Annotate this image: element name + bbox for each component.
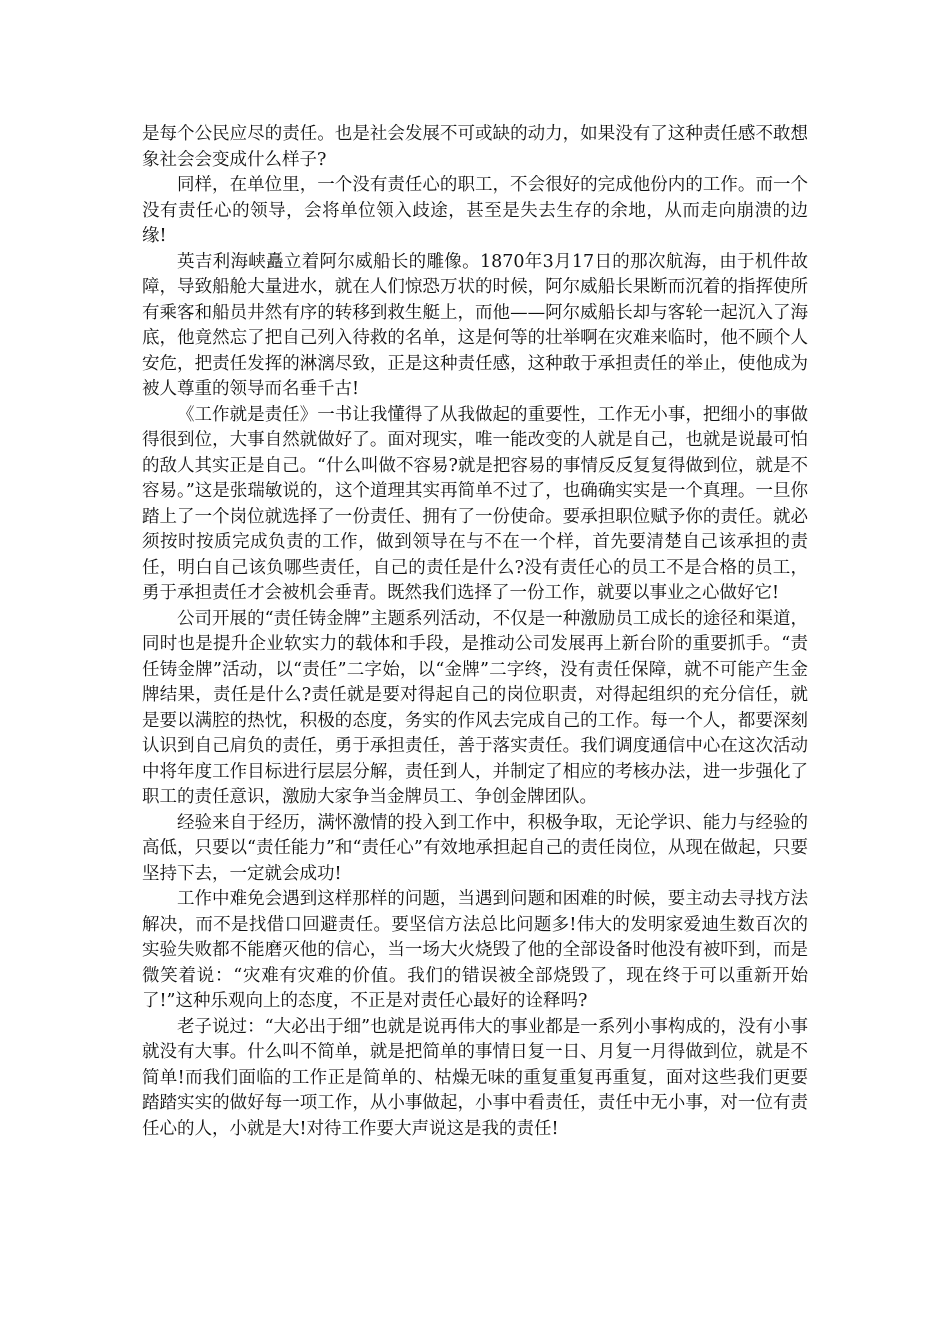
paragraph-problem-solving: 工作中难免会遇到这样那样的问题，当遇到问题和困难的时候，要主动去寻找方法解决，而不是找借口回避责任。要坚信方法总比问题多!伟大的发明家爱迪生数百次的实验失败都不能磨灭他的信心，当一场大火烧毁了他的全部设备时他没有被吓到，而是微笑着说：“灾难有灾难的价值。我们的错误被全部烧毁了，现在终于可以重新开始了!”这种乐观向上的态度，不正是对责任心最好的诠释吗?	[142, 889, 808, 1011]
paragraph-continuation: 是每个公民应尽的责任。也是社会发展不可或缺的动力，如果没有了这种责任感不敢想象社会会变成什么样子?	[142, 124, 808, 170]
paragraph-laozi: 老子说过：“大必出于细”也就是说再伟大的事业都是一系列小事构成的，没有小事就没有大事。什么叫不简单，就是把简单的事情日复一日、月复一月得做到位，就是不简单!而我们面临的工作正是简单的、枯燥无味的重复重复再重复，面对这些我们更要踏踏实实的做好每一项工作，从小事做起，小事中看责任，责任中无小事，对一位有责任心的人，小就是大!对待工作要大声说这是我的责任!	[142, 1016, 808, 1139]
document-body	[142, 122, 808, 1142]
paragraph-book-reflection: 《工作就是责任》一书让我懂得了从我做起的重要性，工作无小事，把细小的事做得很到位，大事自然就做好了。面对现实，唯一能改变的人就是自己，也就是说最可怕的敌人其实正是自己。“什么叫做不容易?就是把容易的事情反反复复得做到位，就是不容易。”这是张瑞敏说的，这个道理其实再简单不过了，也确确实实是一个真理。一旦你踏上了一个岗位就选择了一份责任、拥有了一份使命。要承担职位赋予你的责任。就必须按时按质完成负责的工作，做到领导在与不在一个样，首先要清楚自己该承担的责任，明白自己该负哪些责任，自己的责任是什么?没有责任心的员工不是合格的员工，勇于承担责任才会被机会垂青。既然我们选择了一份工作，就要以事业之心做好它!	[142, 404, 808, 603]
paragraph-company-campaign: 公司开展的“责任铸金牌”主题系列活动，不仅是一种激励员工成长的途径和渠道，同时也是提升企业软实力的载体和手段，是推动公司发展再上新台阶的重要抓手。“责任铸金牌”活动，以“责任”二字始，以“金牌”二字终，没有责任保障，就不可能产生金牌结果，责任是什么?责任就是要对得起自己的岗位职责，对得起组织的充分信任，就是要以满腔的热忱，积极的态度，务实的作风去完成自己的工作。每一个人，都要深刻认识到自己肩负的责任，勇于承担责任，善于落实责任。我们调度通信中心在这次活动中将年度工作目标进行层层分解，责任到人，并制定了相应的考核办法，进一步强化了职工的责任意识，激励大家争当金牌员工、争创金牌团队。	[142, 608, 808, 807]
paragraph-workplace-responsibility: 同样，在单位里，一个没有责任心的职工，不会很好的完成他份内的工作。而一个没有责任心的领导，会将单位领入歧途，甚至是失去生存的余地，从而走向崩溃的边缘!	[142, 175, 808, 246]
paragraph-captain-story: 英吉利海峡矗立着阿尔威船长的雕像。1870年3月17日的那次航海，由于机件故障，导致船舱大量进水，就在人们惊恐万状的时候，阿尔威船长果断而沉着的指挥使所有乘客和船员井然有序的转移到救生艇上，而他——阿尔威船长却与客轮一起沉入了海底，他竟然忘了把自己列入待救的名单，这是何等的壮举啊在灾难来临时，他不顾个人安危，把责任发挥的淋漓尽致，正是这种责任感，这种敢于承担责任的举止，使他成为被人尊重的领导而名垂千古!	[142, 251, 808, 399]
paragraph-experience: 经验来自于经历，满怀激情的投入到工作中，积极争取，无论学识、能力与经验的高低，只要以“责任能力”和“责任心”有效地承担起自己的责任岗位，从现在做起，只要坚持下去，一定就会成功!	[142, 812, 808, 884]
